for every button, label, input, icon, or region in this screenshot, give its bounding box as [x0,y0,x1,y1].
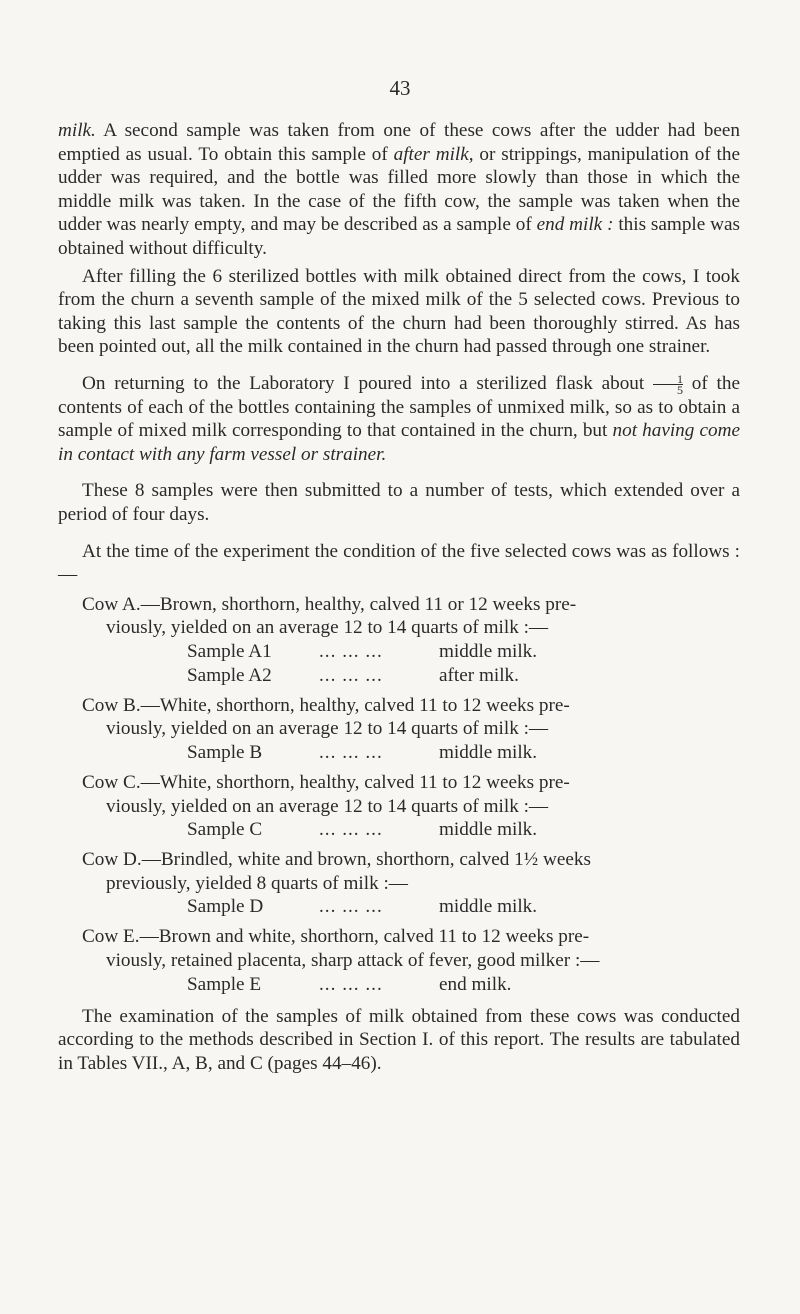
sample-type: middle milk. [439,819,538,841]
sample-type: end milk. [439,973,512,995]
cow-a-line1: Cow A.—Brown, shorthorn, healthy, calved 11 or 12 weeks pre- [82,593,577,615]
cow-c-line2: viously, yielded on an average 12 to 14 quarts of milk :— [106,795,549,817]
cow-a-entry [58,593,740,688]
leader-dots: ... ... ... [319,742,383,764]
page-number: 43 [389,76,411,100]
cow-b-line1: Cow B.—White, shorthorn, healthy, calved 11 to 12 weeks pre- [82,694,570,716]
cow-e-line2: viously, retained placenta, sharp attack of fever, good milker :— [106,950,600,972]
cow-d-line2: previously, yielded 8 quarts of milk :— [106,872,408,894]
paragraph-3 [58,372,740,466]
cow-c-entry [58,771,740,842]
cow-b-entry [58,694,740,765]
cow-e-line1: Cow E.—Brown and white, shorthorn, calved 11 to 12 weeks pre- [82,926,590,948]
leader-dots: ... ... ... [319,819,383,841]
sample-row [82,664,740,688]
cow-e-entry [58,925,740,996]
sample-row [82,895,740,919]
cow-b-line2: viously, yielded on an average 12 to 14 quarts of milk :— [106,718,549,740]
sample-label: Sample C [187,819,263,841]
paragraph-4: These 8 samples were then submitted to a number of tests, which extended over a period of four days. [58,480,740,525]
emphasis-not-having-come: not having come in contact with any farm vessel or strainer. [58,420,740,465]
cow-d-line1: Cow D.—Brindled, white and brown, shorthorn, calved 1½ weeks [82,849,591,871]
sample-row [82,973,740,997]
sample-type: middle milk. [439,896,538,918]
leader-dots: ... ... ... [319,640,383,662]
paragraph-1 [58,119,740,261]
fraction [653,372,684,398]
page-body [58,119,740,1075]
fraction-numerator: 1 [653,374,683,385]
sample-row [82,741,740,765]
fraction-denominator: 5 [677,383,684,398]
para3-text-a: On returning to the Laboratory I poured into a sterilized flask about [82,372,654,394]
emphasis-end-milk: end milk : [536,214,614,236]
leader-dots: ... ... ... [319,973,383,995]
sample-label: Sample E [187,973,262,995]
cow-a-line2: viously, yielded on an average 12 to 14 quarts of milk :— [106,617,549,639]
sample-label: Sample A1 [187,640,272,662]
sample-label: Sample B [187,742,263,764]
paragraph-6: The examination of the samples of milk obtained from these cows was conducted according to the methods described in Section I. of this report. The results are tabulated in Tables VII., A, B, and C (pages 44–46). [58,1005,740,1074]
cow-d-entry [58,848,740,919]
emphasis-milk: milk. [58,120,96,141]
para1-text-d: or strippings, manipulation of the udder was required, and the bottle was filled more slowly than those in which the middle milk was taken. In the case of the fifth cow, the sample was taken when the udder was nearly empty, and may be described as a sample of [58,143,740,236]
cow-c-line1: Cow C.—White, shorthorn, healthy, calved 11 to 12 weeks pre- [82,772,570,794]
sample-type: middle milk. [439,640,538,662]
sample-type: middle milk. [439,742,538,764]
sample-row [82,640,740,664]
paragraph-5: At the time of the experiment the condition of the five selected cows was as follows :— [58,540,740,586]
sample-type: after milk. [439,664,519,686]
leader-dots: ... ... ... [319,896,383,918]
para3-text-b: of the contents of each of the bottles containing the samples of unmixed milk, so as to obtain a sample of mixed milk corresponding to that contained in the churn, but [58,372,740,442]
para1-text-f: this sample was obtained without difficulty. [58,214,740,259]
para1-text-b: A second sample was taken from one of these cows after the udder had been emptied as usual. To obtain this sample of [58,120,740,165]
paragraph-2: After filling the 6 sterilized bottles with milk obtained direct from the cows, I took from the churn a seventh sample of the mixed milk of the 5 selected cows. Previous to taking this last sample the contents of the churn had been thoroughly stirred. As has been pointed out, all the milk contained in the churn had passed through one strainer. [58,265,740,358]
leader-dots: ... ... ... [319,664,383,686]
emphasis-after-milk: after milk, [393,143,474,165]
sample-label: Sample D [187,896,264,918]
sample-row [82,818,740,842]
sample-label: Sample A2 [187,664,272,686]
